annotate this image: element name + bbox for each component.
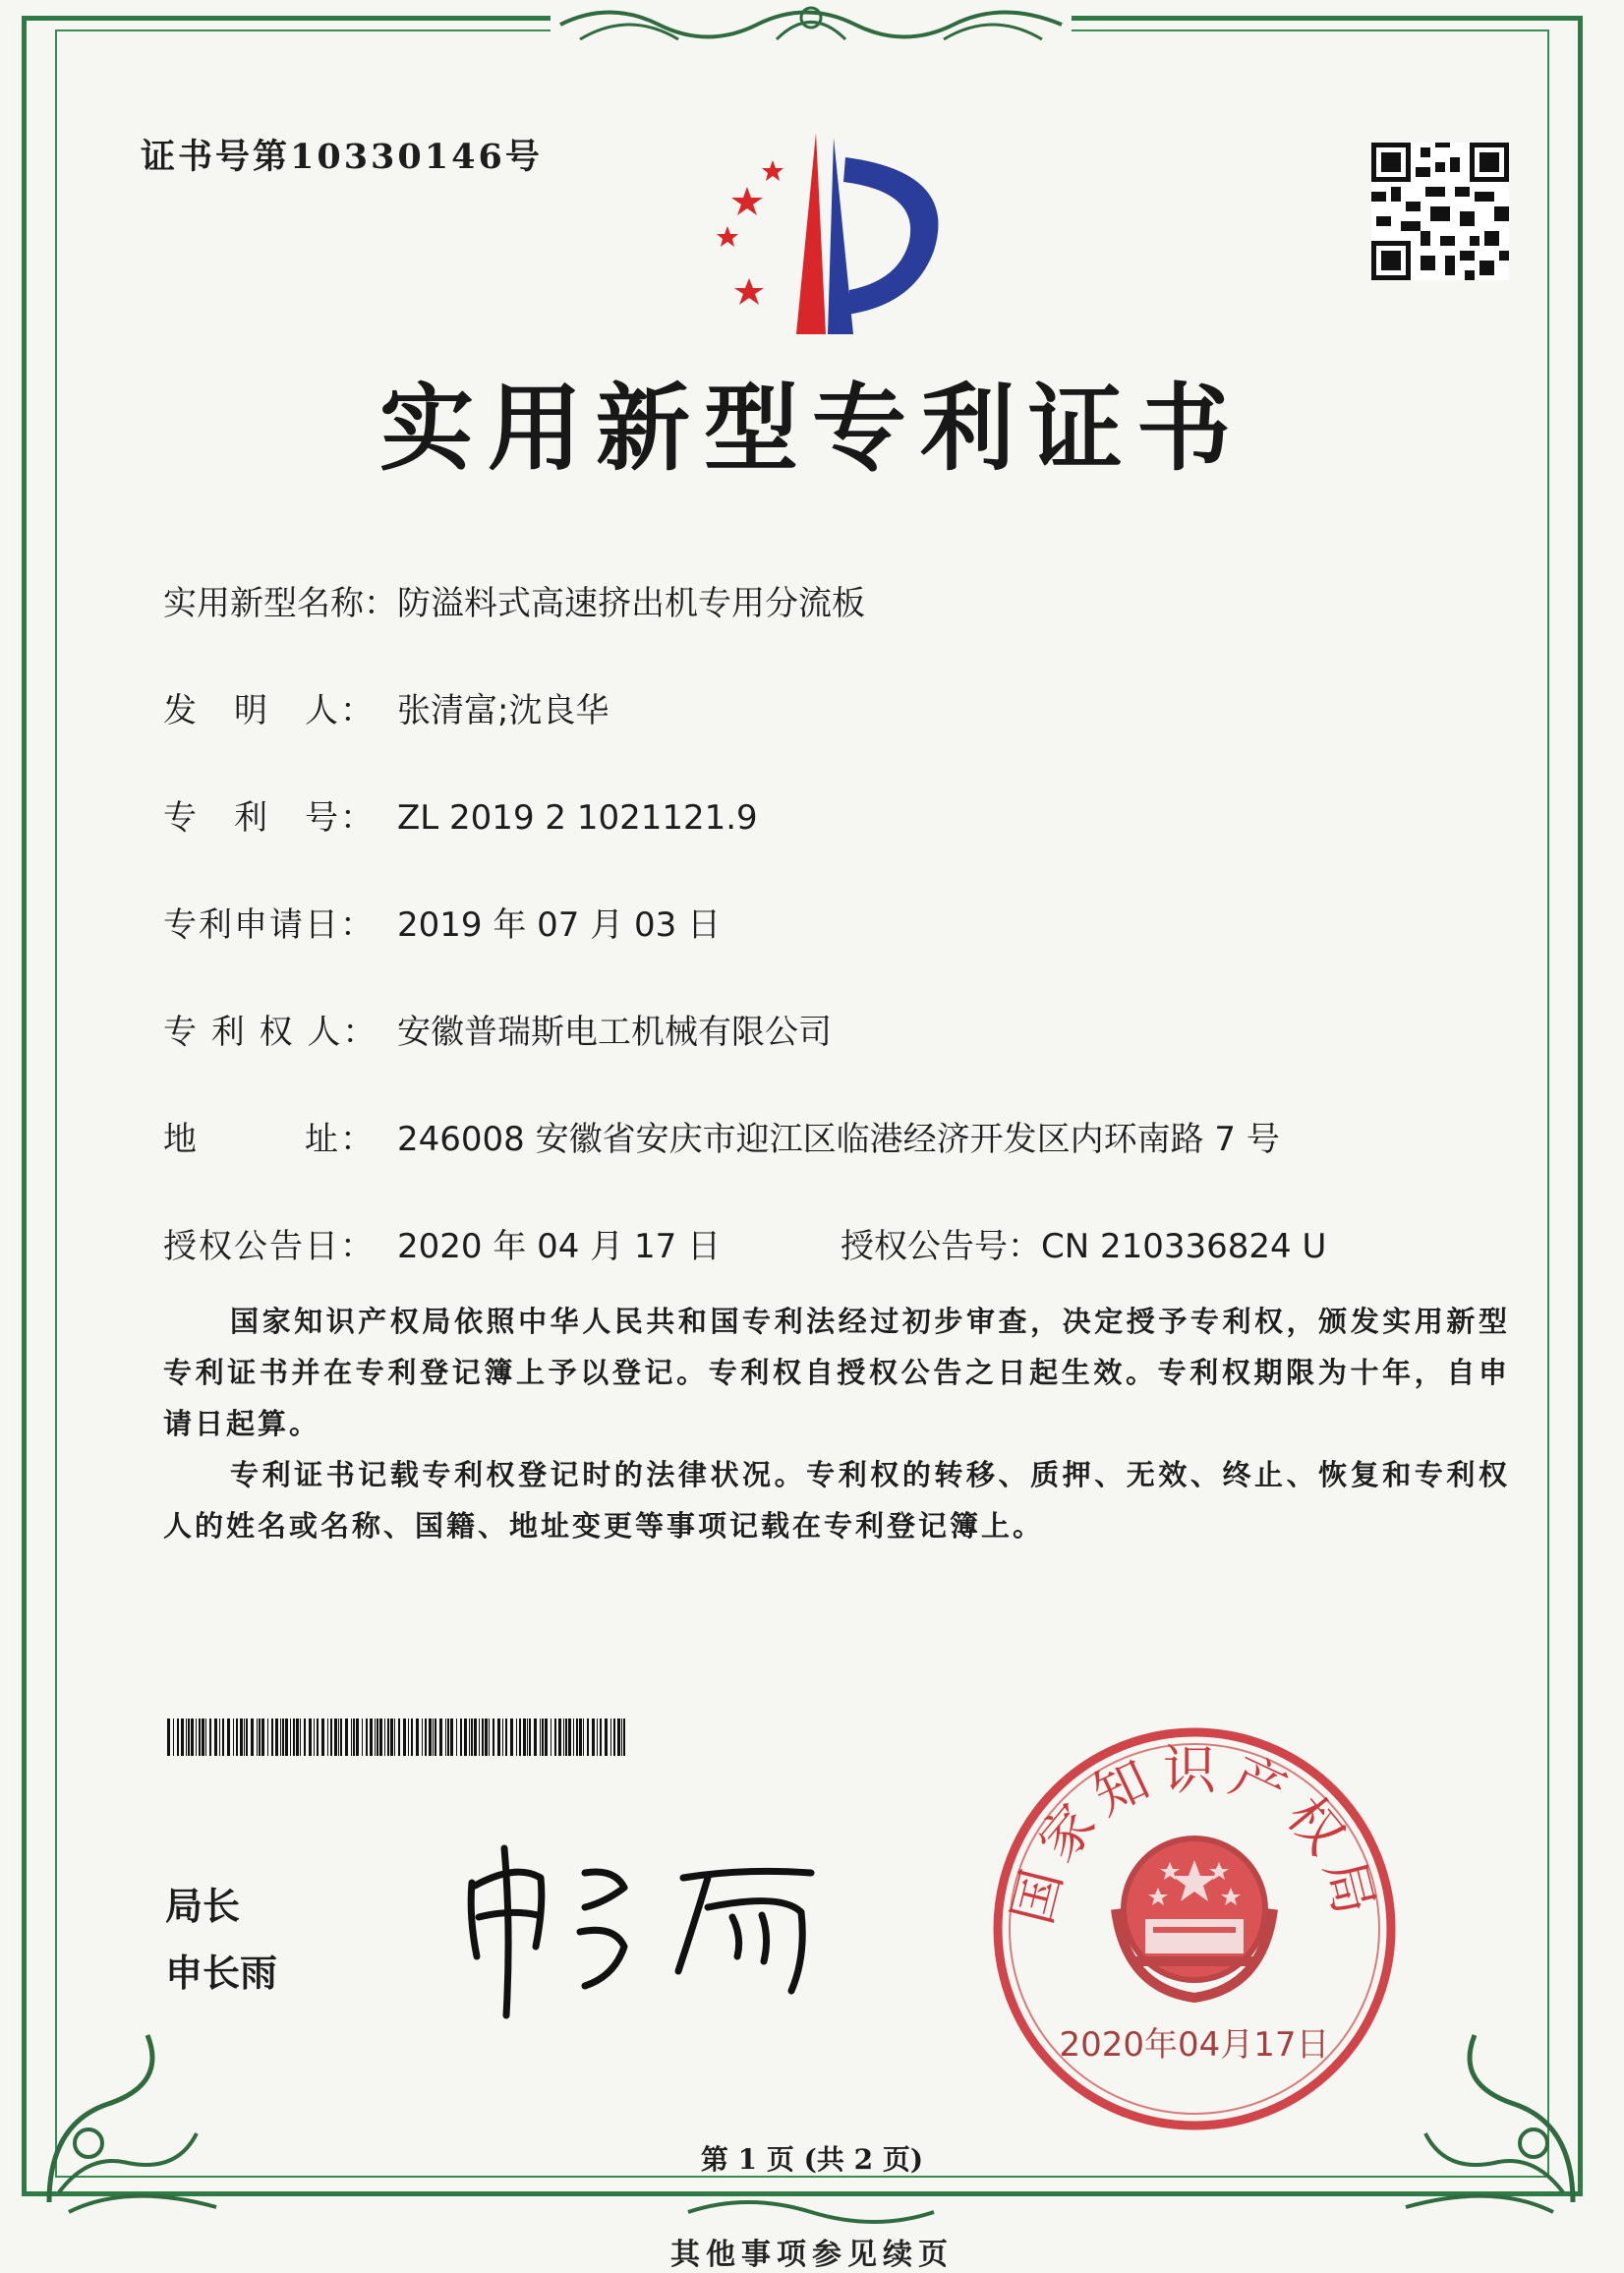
filing-date-value: 2019 年 07 月 03 日 bbox=[397, 905, 722, 945]
patent-number-value: ZL 2019 2 1021121.9 bbox=[397, 798, 758, 838]
patentee-row bbox=[163, 1005, 832, 1053]
certificate-number: 证书号第10330146号 bbox=[141, 137, 543, 177]
utility-name-label: 实用新型名称： bbox=[163, 584, 397, 623]
continuation-note: 其他事项参见续页 bbox=[670, 2238, 954, 2272]
grant-number-value: CN 210336824 U bbox=[1041, 1227, 1327, 1266]
address-value: 246008 安徽省安庆市迎江区临港经济开发区内环南路 7 号 bbox=[397, 1120, 1280, 1159]
filing-date-label: 专利申请日： bbox=[163, 905, 376, 945]
barcode bbox=[167, 1719, 629, 1756]
grant-date-label: 授权公告日： bbox=[163, 1227, 376, 1266]
address-label: 地 址： bbox=[163, 1120, 376, 1159]
patentee-value: 安徽普瑞斯电工机械有限公司 bbox=[397, 1013, 832, 1052]
legal-paragraph-2: 专利证书记载专利权登记时的法律状况。专利权的转移、质押、无效、终止、恢复和专利权人的姓名或名称、国籍、地址变更等事项记载在专利登记簿上。 bbox=[163, 1458, 1510, 1543]
qr-code bbox=[1371, 143, 1509, 280]
grant-number-row bbox=[841, 1219, 1326, 1267]
patent-number-row bbox=[163, 790, 758, 839]
signatory-title: 局长 bbox=[165, 1885, 241, 1928]
handwritten-signature bbox=[457, 1838, 850, 2025]
top-ornament bbox=[551, 0, 1072, 49]
inventor-value: 张清富;沈良华 bbox=[397, 691, 609, 730]
utility-name-row bbox=[163, 576, 865, 624]
patentee-label: 专 利 权 人： bbox=[163, 1013, 378, 1052]
inventor-row bbox=[163, 683, 609, 731]
seal-date: 2020年04月17日 bbox=[1059, 2025, 1330, 2065]
signatory-name: 申长雨 bbox=[165, 1952, 278, 1995]
bottom-ornament bbox=[678, 2192, 944, 2232]
patent-number-label: 专 利 号： bbox=[163, 798, 376, 838]
certificate-title: 实用新型专利证书 bbox=[379, 374, 1245, 484]
utility-name-value: 防溢料式高速挤出机专用分流板 bbox=[397, 584, 865, 623]
grant-date-row bbox=[163, 1219, 721, 1267]
grant-date-value: 2020 年 04 月 17 日 bbox=[397, 1227, 722, 1266]
bottom-left-ornament bbox=[29, 2006, 226, 2222]
inventor-label: 发 明 人： bbox=[163, 691, 376, 730]
cnipa-logo bbox=[688, 133, 963, 344]
seal-arc-text: 国家知识产权局 bbox=[1001, 1739, 1388, 1931]
grant-number-label: 授权公告号： bbox=[841, 1227, 1041, 1266]
official-seal bbox=[988, 1722, 1401, 2135]
filing-date-row bbox=[163, 898, 721, 946]
address-row bbox=[163, 1112, 1280, 1160]
page-number: 第 1 页 (共 2 页) bbox=[700, 2143, 924, 2176]
bottom-right-ornament bbox=[1396, 2006, 1593, 2222]
legal-paragraph-1: 国家知识产权局依照中华人民共和国专利法经过初步审查，决定授予专利权，颁发实用新型专利证书并在专利登记簿上予以登记。专利权自授权公告之日起生效。专利权期限为十年，自申请日起算。 bbox=[163, 1305, 1510, 1440]
